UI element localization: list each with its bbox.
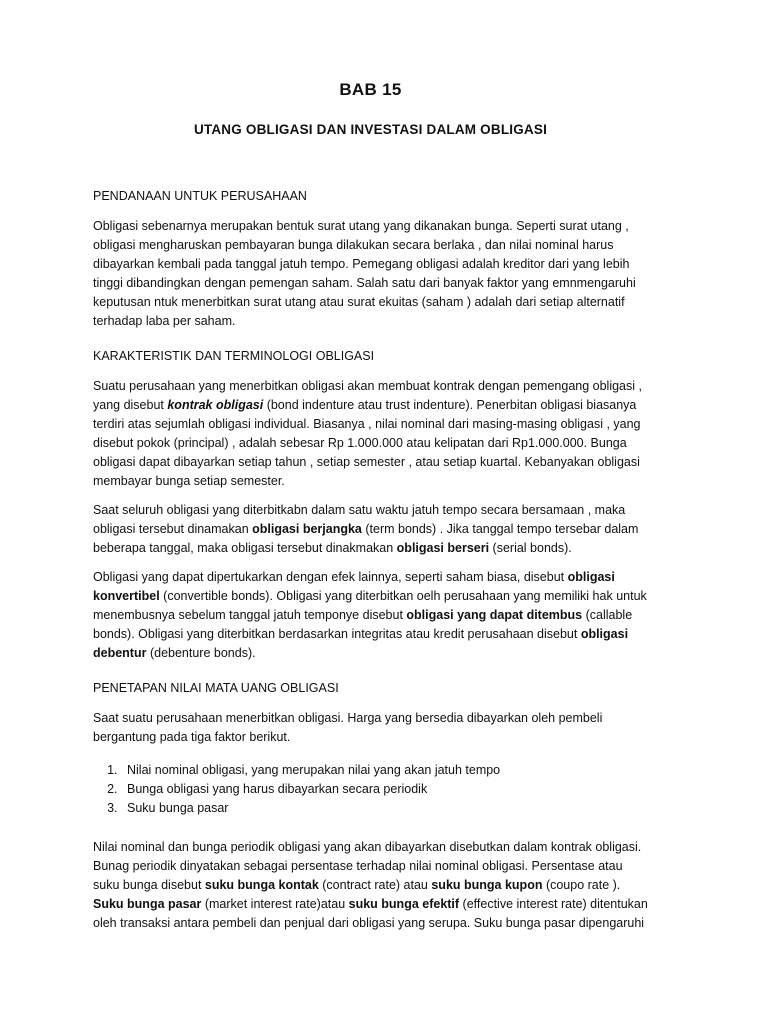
term-suku-bunga-efektif: suku bunga efektif bbox=[348, 897, 460, 911]
term-obligasi-konvertibel: obligasi konvertibel bbox=[93, 570, 615, 603]
paragraph-penetapan: Saat suatu perusahaan menerbitkan obligasi. Harga yang bersedia dibayarkan oleh pembeli bergantung pada tiga faktor berikut. bbox=[93, 711, 603, 744]
emphasis-kontrak-obligasi: kontrak obligasi bbox=[167, 398, 264, 412]
term-obligasi-debentur: obligasi debentur bbox=[93, 627, 629, 660]
term-obligasi-berseri: obligasi berseri bbox=[396, 541, 490, 555]
list-item: 2. Bunga obligasi yang harus dibayarkan secara periodik bbox=[121, 780, 648, 799]
term-suku-bunga-kupon: suku bunga kupon bbox=[431, 878, 543, 892]
section-heading-penetapan: PENETAPAN NILAI MATA UANG OBLIGASI bbox=[93, 681, 339, 695]
paragraph-suku-bunga-pasar bbox=[93, 895, 648, 933]
section-heading-pendanaan: PENDANAAN UNTUK PERUSAHAAN bbox=[93, 189, 307, 203]
section-heading-karakteristik: KARAKTERISTIK DAN TERMINOLOGI OBLIGASI bbox=[93, 349, 375, 363]
text-run: (serial bonds). bbox=[489, 541, 572, 555]
text-run: (callable bonds). Obligasi yang diterbitkan berdasarkan integritas atau kredit perusahaan disebut bbox=[93, 608, 633, 641]
text-run: Saat seluruh obligasi yang diterbitkabn dalam satu waktu jatuh tempo secara bersamaan , maka obligasi tersebut dinamakan bbox=[93, 503, 626, 536]
text-run: (contract rate) atau bbox=[318, 878, 432, 892]
text-run: (coupo rate ). bbox=[542, 878, 621, 892]
text-run: (bond indenture atau trust indenture). Penerbitan obligasi biasanya terdiri atas sejumlah obligasi individual. Biasanya , nilai nominal dari masing-masing obligasi , yang disebut pokok (principal) , adalah sebesar Rp 1.000.000 atau kelipatan dari Rp1.000.000. Bunga obligasi dapat dibayarkan setiap tahun , setiap semester , atau setiap kuartal. Kebanyakan obligasi membayar bunga setiap semester. bbox=[93, 398, 641, 488]
text-run: Nilai nominal dan bunga periodik obligasi yang akan dibayarkan disebutkan dalam kontrak obligasi. Bunag periodik dinyatakan sebagai persentase terhadap nilai nominal obligasi. Persentase atau suku bunga disebut bbox=[93, 840, 642, 892]
text-run: (debenture bonds). bbox=[146, 646, 256, 660]
paragraph-nilai-nominal bbox=[93, 838, 648, 895]
text-run: Suatu perusahaan yang menerbitkan obligasi akan membuat kontrak dengan pemengang obligasi , yang disebut bbox=[93, 379, 642, 412]
chapter-title: UTANG OBLIGASI DAN INVESTASI DALAM OBLIGASI bbox=[193, 122, 548, 137]
list-item: 1. Nilai nominal obligasi, yang merupakan nilai yang akan jatuh tempo bbox=[121, 761, 648, 780]
text-run: (convertible bonds). Obligasi yang diterbitkan oelh perusahaan yang memiliki hak untuk menembusnya sebelum tanggal jatuh temponye disebut bbox=[93, 589, 647, 622]
chapter-heading: BAB 15 bbox=[339, 80, 402, 99]
term-obligasi-ditembus: obligasi yang dapat ditembus bbox=[406, 608, 583, 622]
paragraph-kontrak-obligasi bbox=[93, 377, 648, 491]
text-run: (effective interest rate) ditentukan oleh transaksi antara pembeli dan penjual dari obligasi yang serupa. Suku bunga pasar dipengaruhi bbox=[93, 897, 648, 930]
paragraph-pendanaan: Obligasi sebenarnya merupakan bentuk surat utang yang dikanakan bunga. Seperti surat utang , obligasi mengharuskan pembayaran bunga dilakukan secara berlaka , dan nilai nominal harus dibayarkan kembali pada tanggal jatuh tempo. Pemegang obligasi adalah kreditor dari yang lebih tinggi dibandingkan dengan pemengan saham. Salah satu dari banyak faktor yang emnmengaruhi keputusan ntuk menerbitkan surat utang atau surat ekuitas (saham ) adalah dari setiap alternatif terhadap laba per saham. bbox=[93, 219, 636, 328]
term-obligasi-berjangka: obligasi berjangka bbox=[252, 522, 362, 536]
text-run: (term bonds) . Jika tanggal tempo tersebar dalam beberapa tanggal, maka obligasi tersebut dinakmakan bbox=[93, 522, 639, 555]
list-item: 3. Suku bunga pasar bbox=[121, 799, 648, 818]
paragraph-obligasi-berjangka bbox=[93, 501, 648, 558]
term-suku-bunga-kontak: suku bunga kontak bbox=[204, 878, 319, 892]
term-suku-bunga-pasar: Suku bunga pasar bbox=[93, 897, 202, 911]
paragraph-obligasi-konvertibel bbox=[93, 568, 648, 663]
text-run: (market interest rate)atau bbox=[201, 897, 349, 911]
factor-list bbox=[93, 761, 648, 818]
text-run: Obligasi yang dapat dipertukarkan dengan efek lainnya, seperti saham biasa, disebut bbox=[93, 570, 568, 584]
